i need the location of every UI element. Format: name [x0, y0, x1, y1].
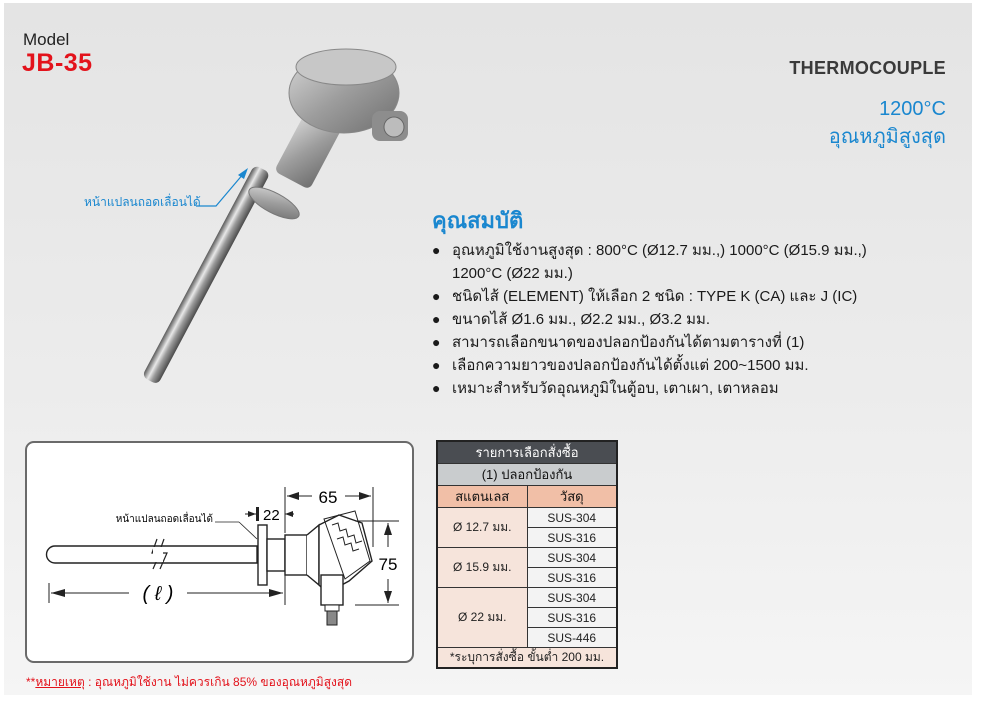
size-cell: Ø 15.9 มม. — [437, 548, 527, 588]
material-cell: SUS-446 — [527, 628, 617, 648]
max-temp-value: 1200°C — [879, 98, 946, 120]
column-header-material: วัสดุ — [527, 486, 617, 508]
max-temp-label: อุณหภูมิสูงสุด — [828, 126, 946, 148]
product-type: THERMOCOUPLE — [789, 58, 946, 78]
material-cell: SUS-316 — [527, 568, 617, 588]
flange-callout-text: หน้าแปลนถอดเลื่อนได้ — [84, 195, 201, 209]
property-item: ● เลือกความยาวของปลอกป้องกันได้ตั้งแต่ 200~1500 มม. — [432, 354, 932, 377]
callout-arrow-icon — [194, 163, 254, 213]
dimension-drawing — [27, 443, 412, 661]
footnote-text: : อุณหภูมิใช้งาน ไม่ควรเกิน 85% ของอุณหภูมิสูงสุด — [84, 675, 353, 689]
thermocouple-photo — [74, 33, 434, 413]
table-note: *ระบุการสั่งซื้อ ขั้นต่ำ 200 มม. — [437, 648, 617, 669]
max-temp-block — [829, 95, 946, 151]
product-sheet — [4, 3, 972, 695]
size-cell: Ø 12.7 มม. — [437, 508, 527, 548]
order-options-table — [436, 440, 618, 669]
property-item: ● ขนาดไส้ Ø1.6 มม., Ø2.2 มม., Ø3.2 มม. — [432, 308, 932, 331]
material-cell: SUS-304 — [527, 548, 617, 568]
dim-head-width: 65 — [318, 488, 338, 507]
dimension-diagram — [25, 441, 414, 663]
table-row — [437, 508, 617, 528]
footnote — [26, 673, 352, 692]
property-item: ● สามารถเลือกขนาดของปลอกป้องกันได้ตามตารางที่ (1) — [432, 331, 932, 354]
table-row — [437, 548, 617, 568]
material-cell: SUS-304 — [527, 508, 617, 528]
dim-length: ( ℓ ) — [142, 583, 174, 605]
dim-flange: 22 — [263, 507, 280, 524]
table-subtitle: (1) ปลอกป้องกัน — [437, 464, 617, 486]
table-row — [437, 588, 617, 608]
properties-title: คุณสมบัติ — [432, 208, 524, 233]
column-header-size: สแตนเลส — [437, 486, 527, 508]
properties-list — [432, 239, 932, 400]
footnote-prefix: ** — [26, 675, 36, 689]
flange-callout — [84, 193, 201, 212]
property-item: ● อุณหภูมิใช้งานสูงสุด : 800°C (Ø12.7 มม.,) 1000°C (Ø15.9 มม.,) 1200°C (Ø22 มม.) — [432, 239, 932, 285]
footnote-label: หมายเหตุ — [35, 675, 85, 689]
material-cell: SUS-316 — [527, 528, 617, 548]
model-name: JB-35 — [22, 49, 93, 77]
material-cell: SUS-304 — [527, 588, 617, 608]
diagram-flange-label: หน้าแปลนถอดเลื่อนได้ — [115, 514, 213, 525]
property-item: ● เหมาะสำหรับวัดอุณหภูมิในตู้อบ, เตาเผา, เตาหลอม — [432, 377, 932, 400]
table-title: รายการเลือกสั่งซื้อ — [437, 441, 617, 464]
size-cell: Ø 22 มม. — [437, 588, 527, 648]
dim-head-height: 75 — [378, 555, 398, 574]
material-cell: SUS-316 — [527, 608, 617, 628]
model-label: Model — [23, 30, 70, 49]
property-item: ● ชนิดไส้ (ELEMENT) ให้เลือก 2 ชนิด : TYPE K (CA) และ J (IC) — [432, 285, 932, 308]
